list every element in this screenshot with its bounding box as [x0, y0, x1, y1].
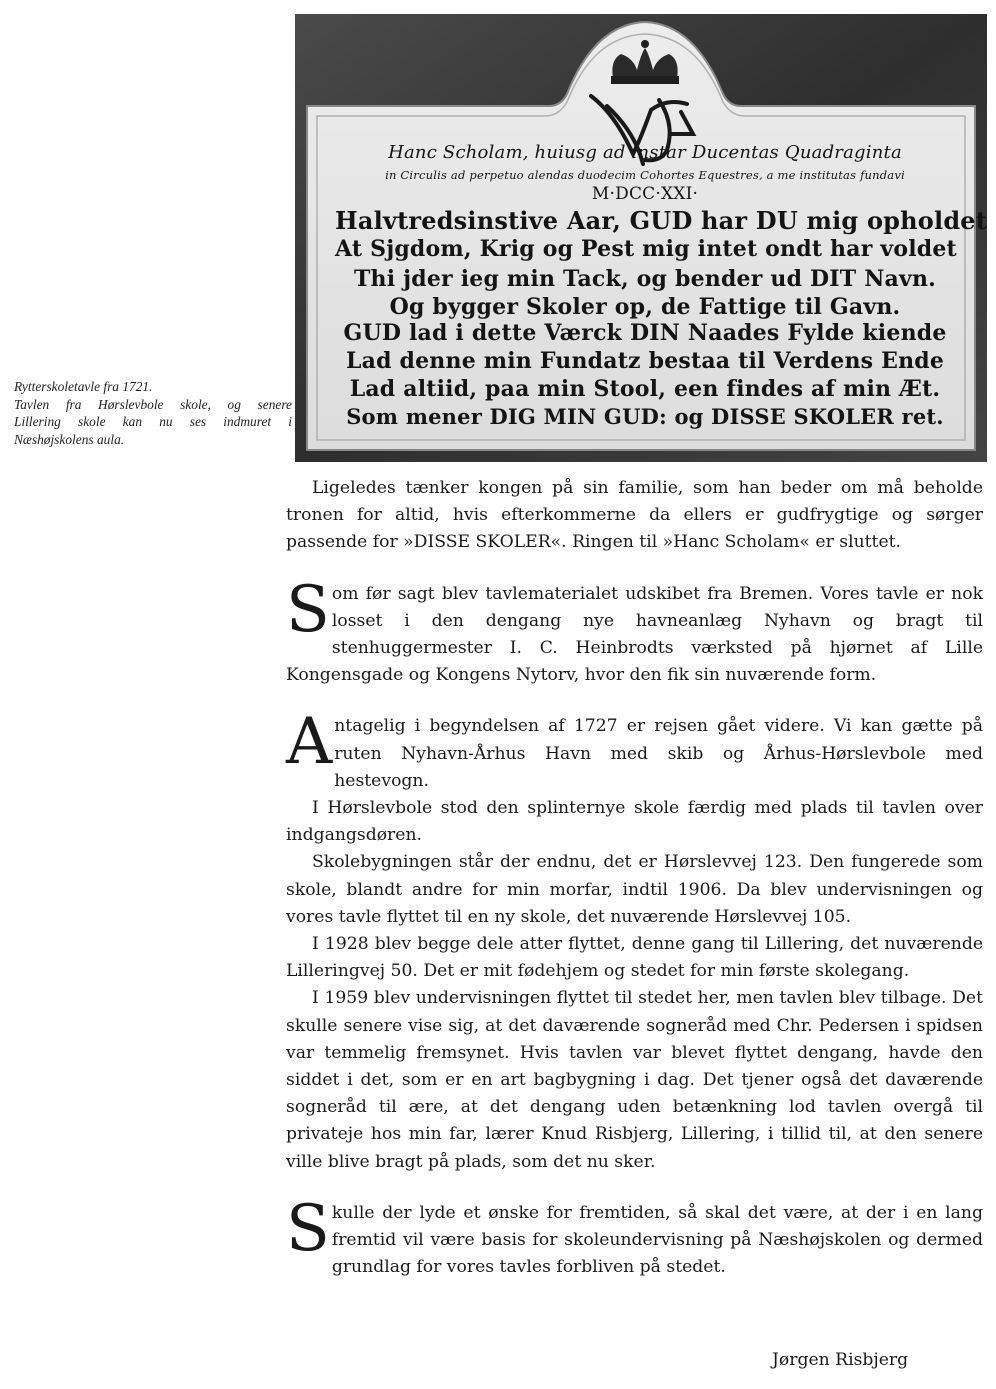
author-signature: Jørgen Risbjerg — [772, 1350, 909, 1370]
caption-line: Lillering skole kan nu ses indmuret i — [14, 414, 292, 429]
plaque-line: Thi jder ieg min Tack, og bender ud DIT Navn. — [353, 266, 937, 292]
caption-line: Rytterskoletavle fra 1721. — [14, 379, 153, 394]
paragraph — [286, 1191, 983, 1282]
drop-cap: A — [286, 705, 333, 780]
plaque-line: in Circulis ad perpetuo alendas duodecim Cohortes Equestres, a me institutas fundavi — [385, 168, 905, 182]
paragraph: I 1928 blev begge dele atter flyttet, denne gang til Lillering, det nuværende Lilleringvej 50. Det er mit fødehjem og stedet for min første skolegang. — [286, 934, 983, 982]
paragraph — [286, 705, 983, 795]
article-body — [286, 475, 983, 1281]
caption-line: Næshøjskolens aula. — [14, 431, 125, 447]
paragraph-text: kulle der lyde et ønske for fremtiden, så skal det være, at der i en lang fremtid vil være basis for skoleundervisning på Næshøjskolen og dermed grundlag for vores tavles forbliven på stedet. — [331, 1202, 983, 1278]
plaque-line: Som mener DIG MIN GUD: og DISSE SKOLER ret. — [346, 404, 944, 429]
plaque-line: Lad denne min Fundatz bestaa til Verdens Ende — [345, 348, 945, 374]
plaque-line: Halvtredsinstive Aar, GUD har DU mig opholdet — [335, 206, 987, 235]
plaque-photo — [295, 14, 987, 462]
plaque-line: Og bygger Skoler op, de Fattige til Gavn. — [389, 294, 901, 320]
plaque-line: Hanc Scholam, huiusg ad instar Ducentas Quadraginta — [388, 142, 902, 163]
plaque-line: GUD lad i dette Værck DIN Naades Fylde kiende — [343, 320, 947, 346]
drop-cap: S — [286, 1191, 330, 1266]
caption-line: Tavlen fra Hørslevbole skole, og senere — [14, 396, 292, 412]
paragraph: Skolebygningen står der endnu, det er Hørslevvej 123. Den fungerede som skole, blandt andre for min morfar, indtil 1906. Da blev undervisningen og vores tavle flyttet til en ny skole, det nuværende Hørslevvej 105. — [286, 852, 983, 927]
plaque-line: M·DCC·XXI· — [591, 184, 699, 204]
photo-caption — [14, 378, 292, 448]
paragraph: I Hørslevbole stod den splinternye skole færdig med plads til tavlen over indgangsdøren. — [286, 798, 983, 846]
paragraph-text: om før sagt blev tavlematerialet udskibet fra Bremen. Vores tavle er nok losset i den dengang nye havneanlæg Nyhavn og bragt til stenhuggermester I. C. Heinbrodts værksted på hjørnet af Lille Kongensgade og Kongens Nytorv, hvor den fik sin nuværende form. — [286, 583, 983, 686]
plaque-line: At Sjgdom, Krig og Pest mig intet ondt har voldet — [335, 236, 957, 262]
paragraph: Ligeledes tænker kongen på sin familie, som han beder om må beholde tronen for altid, hvis efterkommerne da ellers er gudfrygtige og sørger passende for »DISSE SKOLER«. Ringen til »Hanc Scholam« er sluttet. — [286, 478, 983, 553]
paragraph: I 1959 blev undervisningen flyttet til stedet her, men tavlen blev tilbage. Det skulle senere vise sig, at det daværende sogneråd med Chr. Pedersen i spidsen var temmelig fremsynet. Hvis tavlen var blevet flyttet dengang, havde den siddet i det, som er en art bagbygning i dag. Det tjener også det daværende sogneråd til ære, at det dengang uden betænkning lod tavlen overgå til privateje hos min far, lærer Knud Risbjerg, Lillering, i tillid til, at den senere ville blive bragt på plads, som det nu sker. — [286, 988, 983, 1172]
paragraph — [286, 572, 983, 690]
paragraph-text: ntagelig i begyndelsen af 1727 er rejsen gået videre. Vi kan gætte på ruten Nyhavn-Århus Havn med skib og Århus-Hørslevbole med hestevogn. — [334, 716, 983, 791]
plaque-line: Lad altiid, paa min Stool, een findes af min Æt. — [349, 376, 941, 402]
drop-cap: S — [286, 572, 330, 647]
